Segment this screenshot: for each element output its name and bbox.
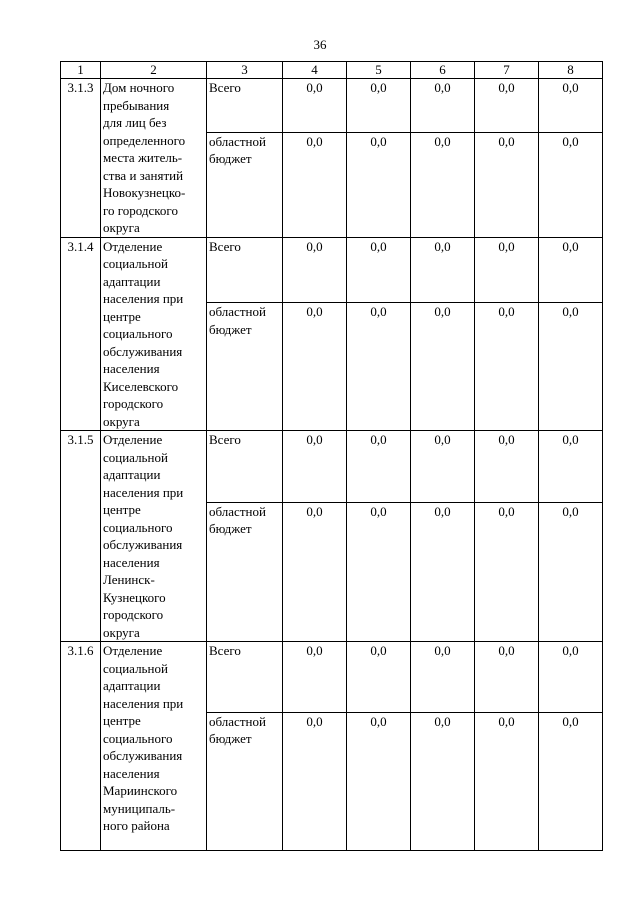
header-cell: 3 [207, 62, 283, 79]
header-cell: 8 [539, 62, 603, 79]
header-cell: 1 [61, 62, 101, 79]
value-cell: 0,0 [411, 79, 475, 133]
value-cell: 0,0 [539, 303, 603, 431]
value-cell: 0,0 [475, 132, 539, 237]
header-cell: 6 [411, 62, 475, 79]
value-cell: 0,0 [347, 237, 411, 303]
value-cell: 0,0 [347, 303, 411, 431]
header-cell: 2 [101, 62, 207, 79]
value-cell: 0,0 [411, 132, 475, 237]
value-cell: 0,0 [475, 303, 539, 431]
funding-source-regional: областной бюджет [207, 712, 283, 850]
table-row [61, 642, 603, 713]
value-cell: 0,0 [539, 431, 603, 503]
table-row [61, 79, 603, 133]
value-cell: 0,0 [475, 642, 539, 713]
value-cell: 0,0 [283, 303, 347, 431]
value-cell: 0,0 [347, 642, 411, 713]
value-cell: 0,0 [475, 431, 539, 503]
header-cell: 5 [347, 62, 411, 79]
value-cell: 0,0 [347, 431, 411, 503]
funding-source-regional: областной бюджет [207, 303, 283, 431]
value-cell: 0,0 [347, 132, 411, 237]
value-cell: 0,0 [347, 712, 411, 850]
value-cell: 0,0 [411, 712, 475, 850]
table-row [61, 431, 603, 503]
value-cell: 0,0 [283, 431, 347, 503]
value-cell: 0,0 [475, 237, 539, 303]
funding-source-total: Всего [207, 642, 283, 713]
value-cell: 0,0 [347, 79, 411, 133]
value-cell: 0,0 [283, 642, 347, 713]
facility-name: Отделение социальной адаптации населения при центре социального обслуживания населения Мариинского муниципаль- ного района [101, 642, 207, 851]
value-cell: 0,0 [347, 502, 411, 641]
page-number: 36 [313, 37, 327, 52]
header-cell: 4 [283, 62, 347, 79]
item-number: 3.1.4 [61, 237, 101, 431]
facility-name: Дом ночного пребывания для лиц без определенного места житель- ства и занятий Новокузнецко- го городского округа [101, 79, 207, 238]
table-row [61, 237, 603, 303]
value-cell: 0,0 [283, 502, 347, 641]
value-cell: 0,0 [411, 237, 475, 303]
value-cell: 0,0 [539, 502, 603, 641]
program-table [60, 61, 603, 851]
value-cell: 0,0 [539, 642, 603, 713]
funding-source-total: Всего [207, 237, 283, 303]
value-cell: 0,0 [539, 79, 603, 133]
value-cell: 0,0 [475, 712, 539, 850]
value-cell: 0,0 [411, 431, 475, 503]
funding-source-total: Всего [207, 431, 283, 503]
item-number: 3.1.6 [61, 642, 101, 851]
funding-source-total: Всего [207, 79, 283, 133]
value-cell: 0,0 [539, 237, 603, 303]
value-cell: 0,0 [283, 712, 347, 850]
value-cell: 0,0 [283, 237, 347, 303]
value-cell: 0,0 [411, 642, 475, 713]
facility-name: Отделение социальной адаптации населения при центре социального обслуживания населения Киселевского городского округа [101, 237, 207, 431]
value-cell: 0,0 [411, 303, 475, 431]
value-cell: 0,0 [475, 79, 539, 133]
funding-source-regional: областной бюджет [207, 132, 283, 237]
value-cell: 0,0 [283, 79, 347, 133]
facility-name: Отделение социальной адаптации населения при центре социального обслуживания населения Ленинск- Кузнецкого городского округа [101, 431, 207, 642]
value-cell: 0,0 [283, 132, 347, 237]
column-number-header-row [61, 62, 603, 79]
header-cell: 7 [475, 62, 539, 79]
value-cell: 0,0 [411, 502, 475, 641]
funding-source-regional: областной бюджет [207, 502, 283, 641]
item-number: 3.1.3 [61, 79, 101, 238]
value-cell: 0,0 [539, 712, 603, 850]
value-cell: 0,0 [539, 132, 603, 237]
item-number: 3.1.5 [61, 431, 101, 642]
value-cell: 0,0 [475, 502, 539, 641]
